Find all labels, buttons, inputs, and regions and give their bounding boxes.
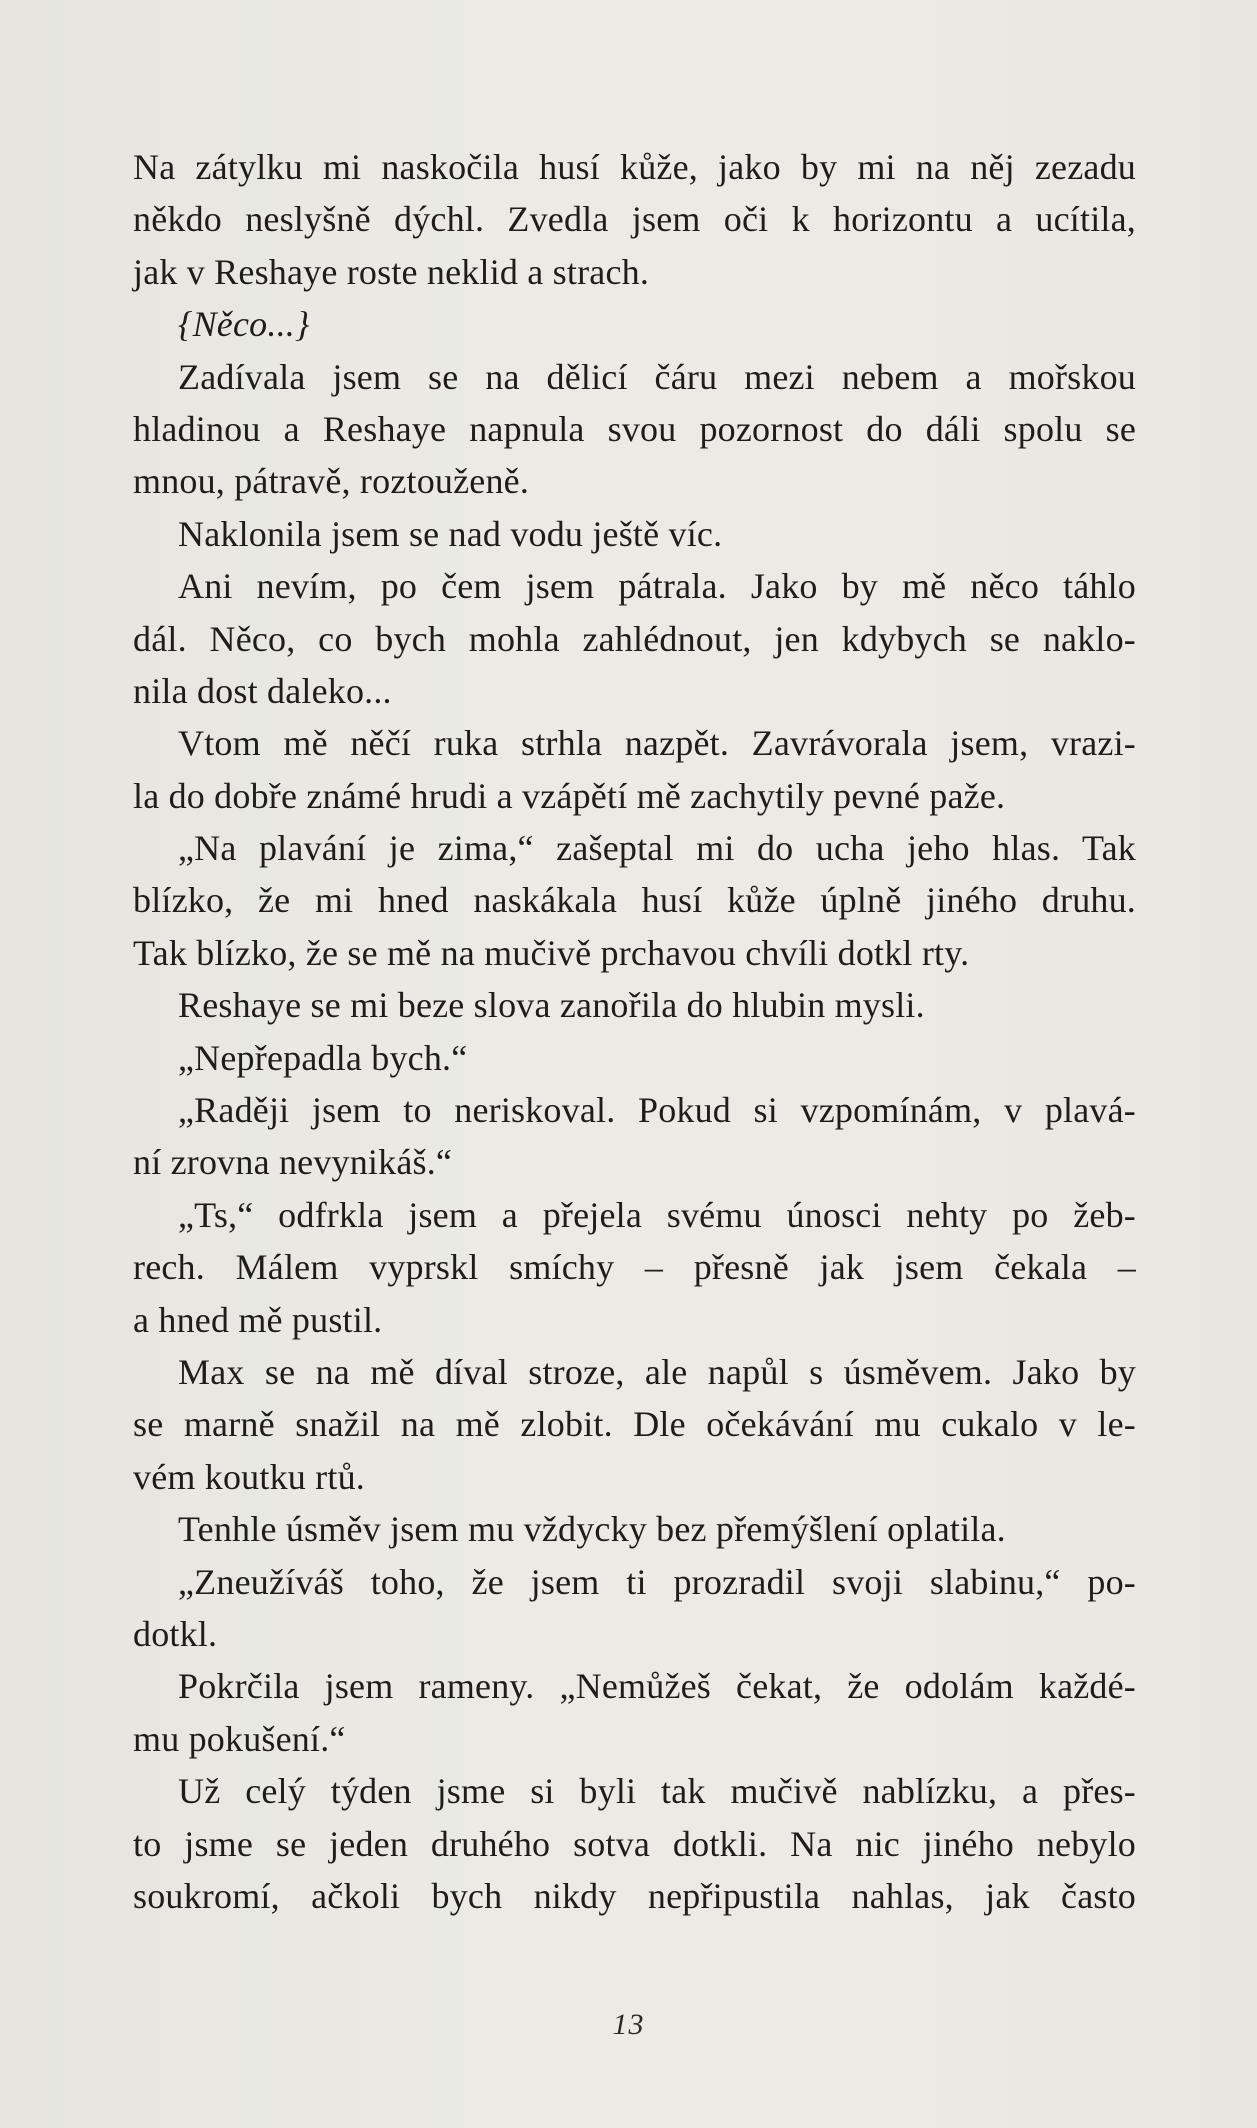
text-line: {Něco...} <box>178 304 310 345</box>
text-line: Tak blízko, že se mě na mučivě prchavou chvíli dotkl rty. <box>133 932 970 973</box>
text-line: Pokrčila jsem rameny. „Nemůžeš čekat, že odolám každé- <box>178 1666 1136 1707</box>
text-line: ní zrovna nevynikáš.“ <box>133 1142 453 1183</box>
page-number: 13 <box>612 2008 645 2041</box>
text-line: dál. Něco, co bych mohla zahlédnout, jen kdybych se naklo- <box>133 618 1136 659</box>
text-line: Vtom mě něčí ruka strhla nazpět. Zavrávorala jsem, vrazi- <box>178 723 1136 764</box>
text-line: jak v Reshaye roste neklid a strach. <box>133 251 650 292</box>
text-line: Naklonila jsem se nad vodu ještě víc. <box>178 513 723 554</box>
text-line: se marně snažil na mě zlobit. Dle očekávání mu cukalo v le- <box>133 1404 1136 1445</box>
text-line: hladinou a Reshaye napnula svou pozornost do dáli spolu se <box>133 408 1136 449</box>
text-line: Tenhle úsměv jsem mu vždycky bez přemýšlení oplatila. <box>178 1509 1006 1550</box>
text-line: Zadívala jsem se na dělicí čáru mezi nebem a mořskou <box>178 356 1136 397</box>
text-line: Reshaye se mi beze slova zanořila do hlubin mysli. <box>178 985 925 1026</box>
text-line: nila dost daleko... <box>133 670 392 711</box>
text-line: mnou, pátravě, roztouženě. <box>133 461 530 502</box>
text-line: Max se na mě díval stroze, ale napůl s úsměvem. Jako by <box>178 1351 1136 1392</box>
text-line: „Nepřepadla bych.“ <box>178 1037 468 1078</box>
text-line: vém koutku rtů. <box>133 1456 365 1497</box>
text-line: rech. Málem vyprskl smíchy – přesně jak jsem čekala – <box>133 1247 1136 1288</box>
text-line: to jsme se jeden druhého sotva dotkli. Na nic jiného nebylo <box>133 1823 1136 1864</box>
text-line: někdo neslyšně dýchl. Zvedla jsem oči k horizontu a ucítila, <box>133 199 1136 240</box>
text-line: Na zátylku mi naskočila husí kůže, jako by mi na něj zezadu <box>133 147 1136 187</box>
text-line: a hned mě pustil. <box>133 1299 383 1340</box>
text-line: la do dobře známé hrudi a vzápětí mě zachytily pevné paže. <box>133 775 1006 816</box>
text-line: „Zneužíváš toho, že jsem ti prozradil svoji slabinu,“ po- <box>178 1561 1136 1602</box>
text-line: „Na plavání je zima,“ zašeptal mi do ucha jeho hlas. Tak <box>178 828 1136 869</box>
body-text <box>133 141 1136 1922</box>
text-line: dotkl. <box>133 1613 218 1654</box>
text-line: blízko, že mi hned naskákala husí kůže úplně jiného druhu. <box>133 880 1136 921</box>
text-line: Už celý týden jsme si byli tak mučivě nablízku, a přes- <box>178 1771 1136 1812</box>
text-line: „Ts,“ odfrkla jsem a přejela svému únosci nehty po žeb- <box>178 1194 1136 1235</box>
text-line: soukromí, ačkoli bych nikdy nepřipustila nahlas, jak často <box>133 1875 1136 1916</box>
text-line: „Raději jsem to neriskoval. Pokud si vzpomínám, v plavá- <box>178 1090 1136 1131</box>
text-line: mu pokušení.“ <box>133 1718 346 1759</box>
text-line: Ani nevím, po čem jsem pátrala. Jako by mě něco táhlo <box>178 566 1136 607</box>
